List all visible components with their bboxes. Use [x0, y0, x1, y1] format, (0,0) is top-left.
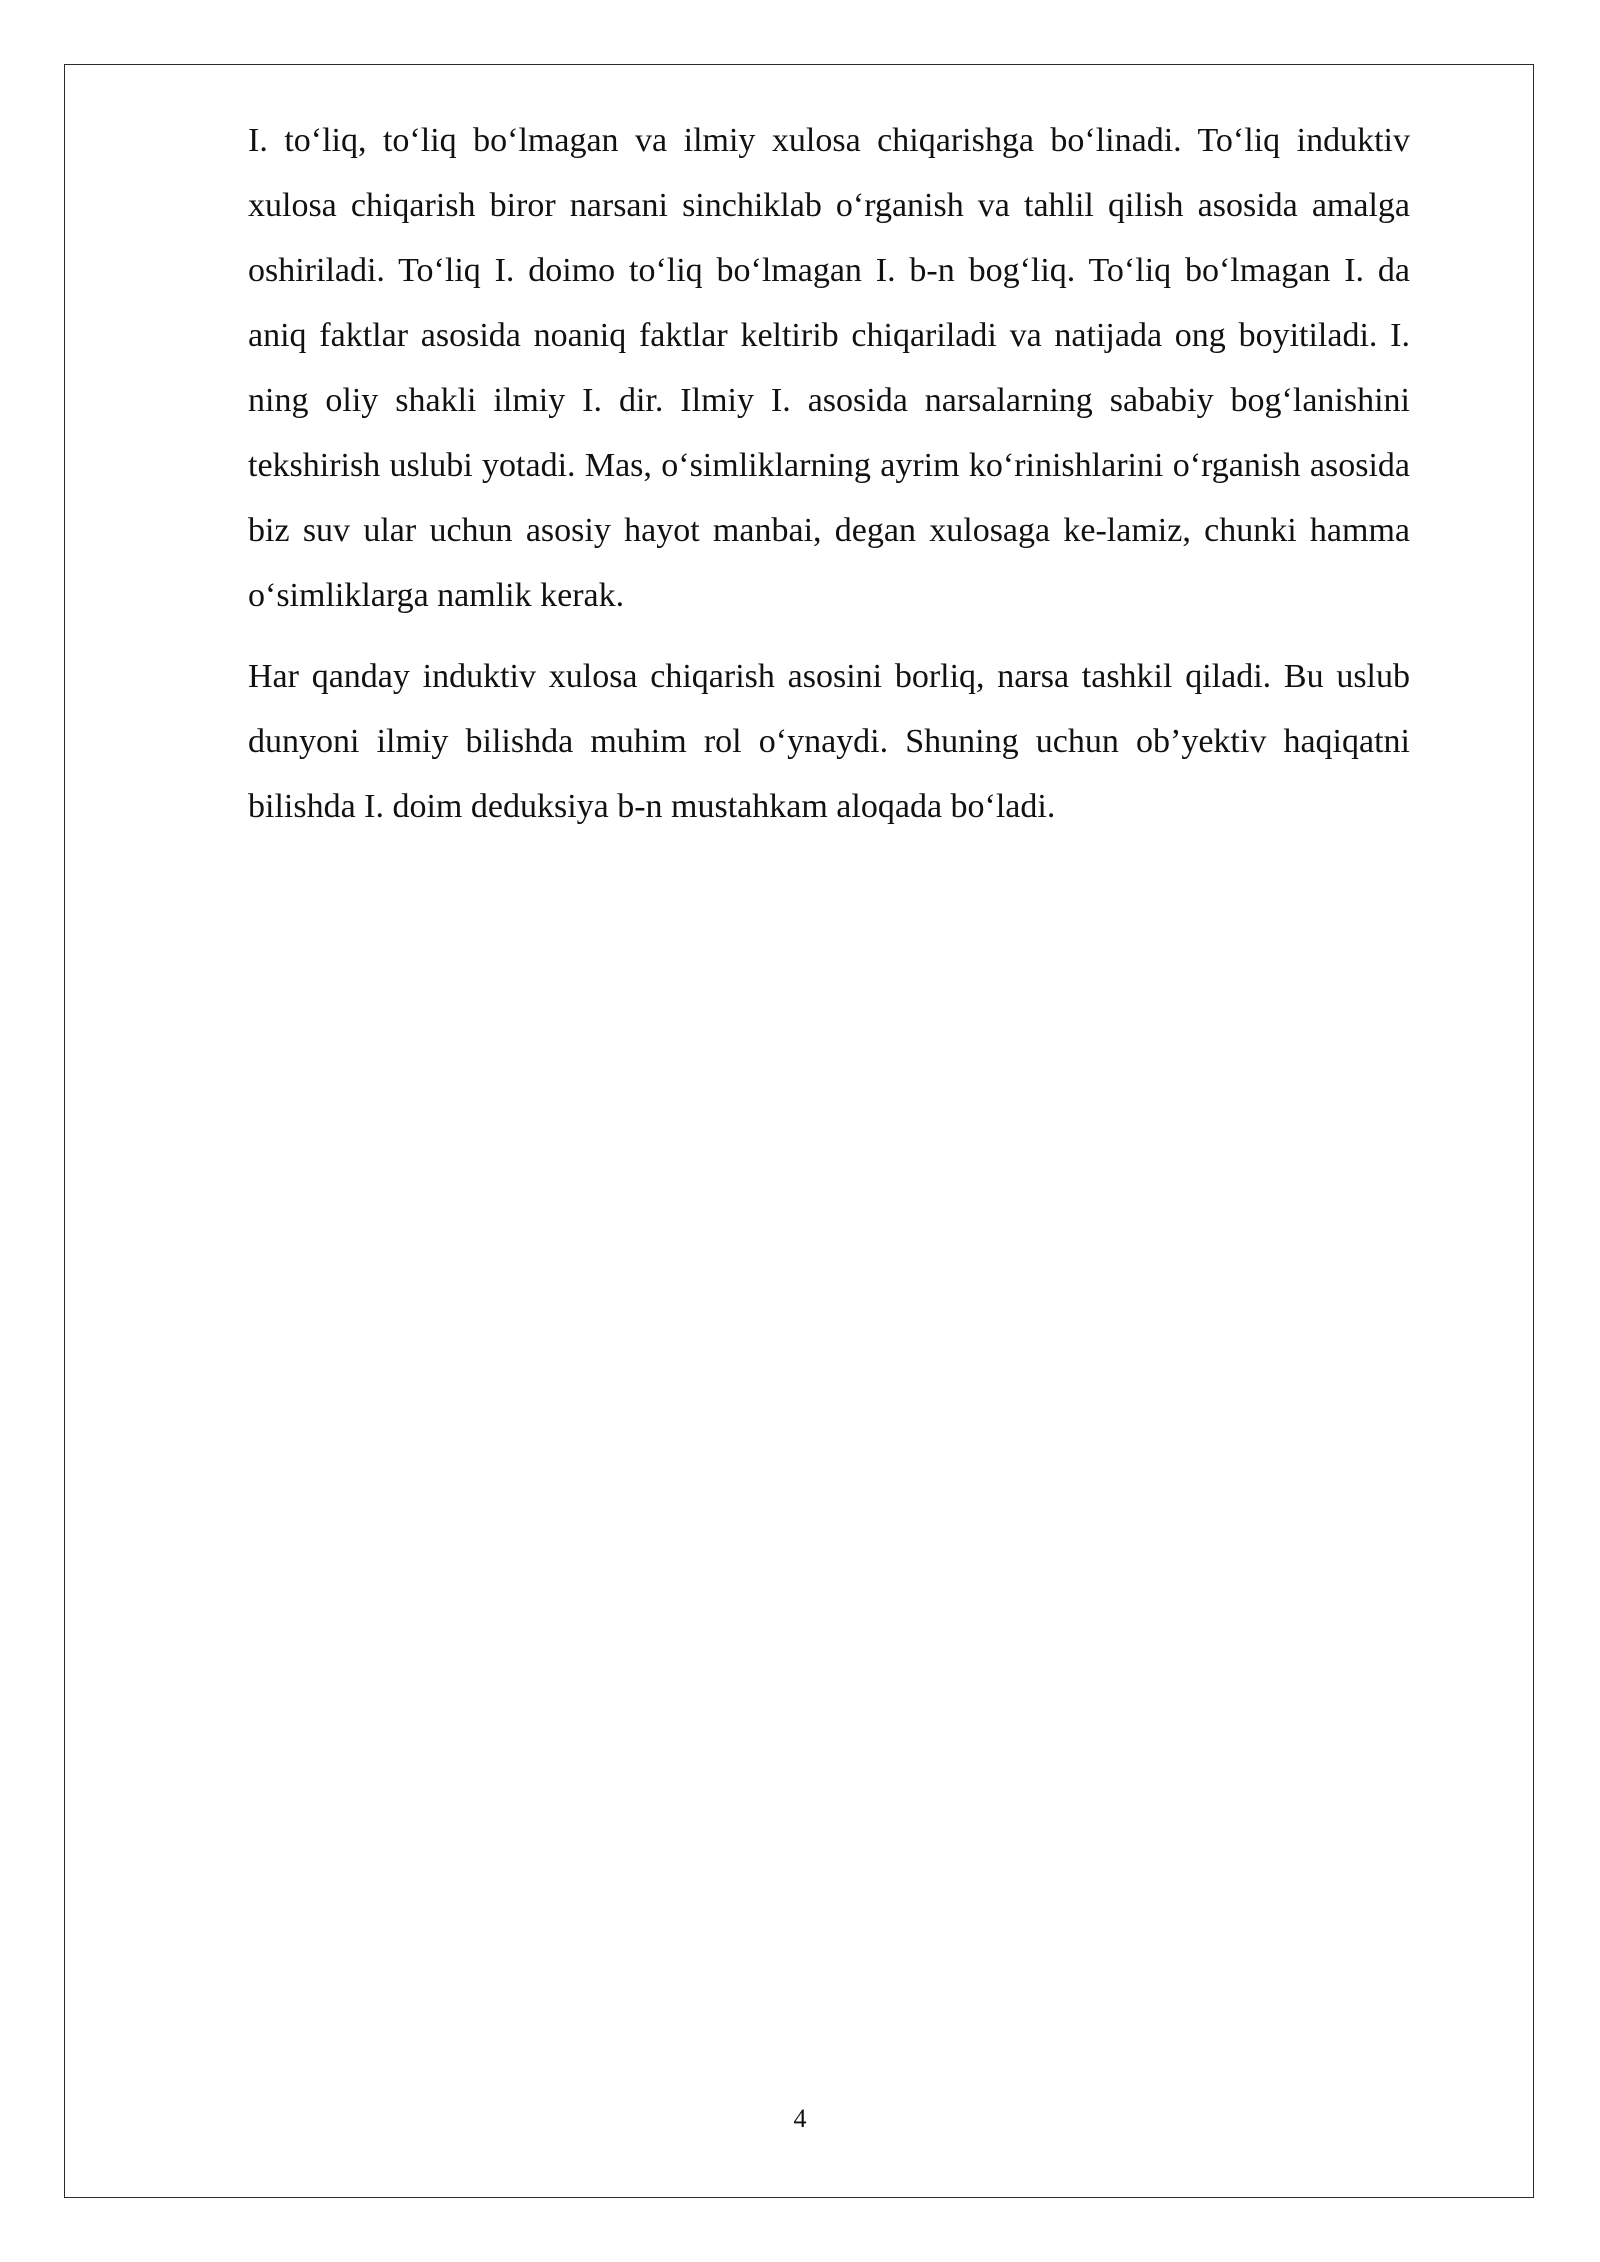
paragraph-1: I. to‘liq, to‘liq bo‘lmagan va ilmiy xulosa chiqarishga bo‘linadi. To‘liq induktiv xulosa chiqarish biror narsani sinchiklab o‘rganish va tahlil qilish asosida amalga oshiriladi. To‘liq I. doimo to‘liq bo‘lmagan I. b-n bog‘liq. To‘liq bo‘lmagan I. da aniq faktlar asosida noaniq faktlar keltirib chiqariladi va natijada ong boyitiladi. I. ning oliy shakli ilmiy I. dir. Ilmiy I. asosida narsalarning sababiy bog‘lanishini tekshirish uslubi yotadi. Mas, o‘simliklarning ayrim ko‘rinishlarini o‘rganish asosida biz suv ular uchun asosiy hayot manbai, degan xulosaga ke-lamiz, chunki hamma o‘simliklarga namlik kerak. — [248, 122, 1410, 614]
page-number: 4 — [793, 2104, 807, 2133]
paragraph-2: Har qanday induktiv xulosa chiqarish asosini borliq, narsa tashkil qiladi. Bu uslub dunyoni ilmiy bilishda muhim rol o‘ynaydi. Shuning uchun ob’yektiv haqiqatni bilishda I. doim deduksiya b-n mustahkam aloqada bo‘ladi. — [248, 658, 1410, 825]
document-body — [248, 108, 1410, 855]
